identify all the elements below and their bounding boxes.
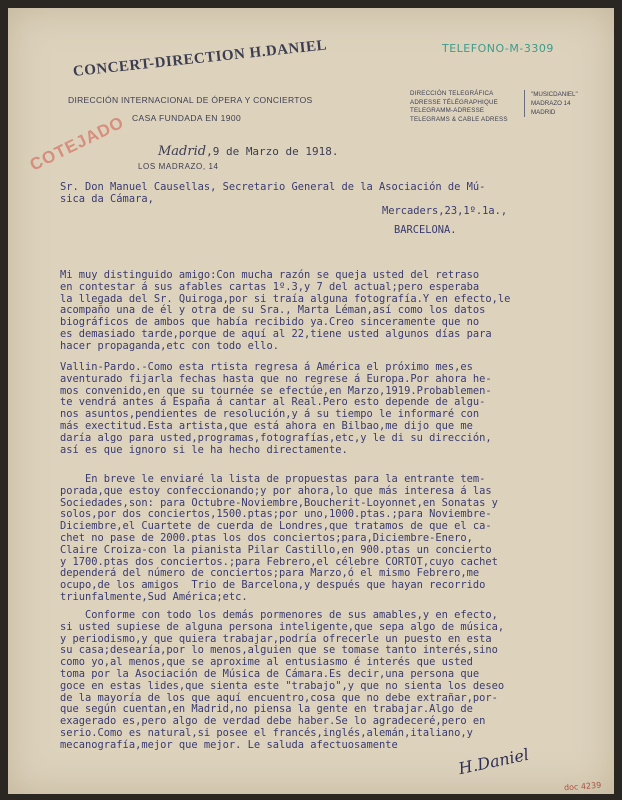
letterhead-address: LOS MADRAZO, 14 [138, 162, 219, 171]
recipient-line: sica da Cámara, [60, 192, 154, 205]
date-city: Madrid [158, 144, 207, 159]
telegraph-box [524, 90, 607, 117]
letter-line: chet no pase de 2000.ptas los dos conciertos;para,Diciembre-Enero, [60, 531, 473, 544]
signature: H.Daniel [456, 744, 531, 779]
letter-line: Vallin-Pardo.-Como esta rtista regresa á América el próximo mes,es [60, 361, 473, 373]
letter-line: su casa;desearía,por lo menos,alguien que se tomase tanto interés,sino [60, 644, 498, 657]
letter-line: Claire Croiza-con la pianista Pilar Castillo,en 900.ptas un concierto [60, 543, 492, 556]
letter-line: mecanografía,mejor que mejor. Le saluda afectuosamente [60, 738, 398, 751]
date-text: ,9 de Marzo de 1918. [206, 145, 339, 158]
recipient-city: BARCELONA. [394, 224, 457, 237]
telephone-stamp: TELEFONO-M-3309 [442, 42, 554, 55]
letter-line: toma por la Asociación de Música de Cámara.Es decir,una persona que [60, 667, 480, 680]
letter-line: exagerado es,pero algo de verdad debe haber.Se lo agradeceré,pero en [60, 715, 486, 728]
letter-line: y 1700.ptas dos conciertos.;para Febrero,el célebre CORTOT,cuyo cachet [60, 555, 498, 568]
cotejado-stamp: COTEJADO [26, 112, 128, 175]
letter-line: si usted supiese de alguna persona inteligente,que sepa algo de música, [60, 620, 505, 633]
paragraph-job-offer [60, 610, 592, 752]
recipient-line: Sr. Don Manuel Causellas, Secretario General de la Asociación de Mú- [60, 181, 486, 193]
letter-line: mos convenido,en que su tournée se efectúe,en Marzo,1919.Probablemen- [60, 384, 492, 397]
letter-line: como yo,al menos,que se aproxime al entusiasmo é interés que usted [60, 656, 473, 669]
paragraph-greeting [60, 270, 592, 353]
archive-mark: doc 4239 [563, 780, 602, 793]
paragraph-season-proposals [60, 474, 592, 604]
letter-line: aventurado fijarla fechas hasta que no regrese á Europa.Por ahora he- [60, 372, 492, 385]
letter-line: es demasiado tarde,porque de aquí al 22,tiene usted algunos días para [60, 327, 492, 340]
telegraph-box-line: MADRAZO 14 [531, 100, 571, 107]
recipient-block [60, 182, 592, 237]
telegraph-label: TELEGRAMM-ADRESSE [410, 107, 485, 115]
telegraph-box-line: MADRID [531, 109, 556, 116]
letter-line: goce en estas lides,que sienta este "trabajo",y que no sienta los deseo [60, 679, 505, 692]
letter-line: Diciembre,el Cuartete de cuerda de Londres,que tratamos de que el ca- [60, 520, 492, 533]
telegraph-labels [410, 90, 508, 124]
letter-line: acompaño una de él y otra de su Sra., Marta Léman,así como los datos [60, 304, 486, 317]
letter-line: así es que ignoro si le ha hecho directamente. [60, 443, 348, 456]
letter-line: biográficos de ambos que había recibido ya.Creo sinceramente que no [60, 316, 480, 329]
letterhead [52, 37, 352, 123]
letter-line: solos,por dos conciertos,1500.ptas;por uno,1000.ptas.;para Noviembre- [60, 508, 492, 521]
letter-line: Mi muy distinguido amigo:Con mucha razón se queja usted del retraso [60, 269, 480, 281]
letter-line: te vendrá antes á España á cantar al Real.Pero esto depende de algu- [60, 396, 486, 409]
letter-line: hacer propaganda,etc con todo ello. [60, 339, 279, 352]
letter-line: Sociedades,son: para Octubre-Noviembre,Boucherit-Loyonnet,en Sonatas y [60, 496, 498, 509]
letter-line: daría algo para usted,programas,fotografías,etc,y le di su dirección, [60, 431, 492, 444]
letter-line: porada,que estoy confeccionando;y por ahora,lo que más interesa á las [60, 484, 492, 497]
letter-sheet [8, 8, 614, 794]
brand-name: CONCERT-DIRECTION H.DANIEL [72, 37, 328, 81]
letterhead-subtitle: DIRECCIÓN INTERNACIONAL DE ÓPERA Y CONCIERTOS [68, 95, 313, 105]
letter-line: más exectitud.Esta artista,que está ahora en Bilbao,me dijo que me [60, 419, 473, 432]
letter-line: En breve le enviaré la lista de propuestas para la entrante tem- [60, 473, 486, 485]
letter-line: serio.Como es natural,si posee el francés,inglés,alemán,italiano,y [60, 726, 473, 739]
letterhead-founded: CASA FUNDADA EN 1900 [132, 113, 242, 123]
telegraph-label: TELEGRAMS & CABLE ADRESS [410, 115, 508, 123]
letter-line: triunfalmente,Sud América;etc. [60, 590, 248, 603]
letter-line: que según cuentan,en Madrid,no piensa la gente en trabajar.Algo de [60, 703, 473, 716]
telegraph-box-line: "MUSICDANIEL" [531, 91, 578, 98]
letter-line: ocupo,de los amigos Trio de Barcelona,y después que hayan recorrido [60, 579, 486, 592]
letter-line: y periodismo,y que quiera trabajar,podría ofrecerle un puesto en esta [60, 632, 492, 645]
telegraph-label: ADRESSE TÉLÉGRAPHIQUE [410, 98, 498, 106]
letter-line: nos asuntos,pendientes de resolución,y á su tiempo le informaré con [60, 408, 480, 421]
letter-line: en contestar á sus afables cartas 1º.3,y 7 del actual;pero esperaba [60, 280, 480, 293]
letter-line: dependerá del número de conciertos;para Marzo,ó el mismo Febrero,me [60, 567, 480, 580]
recipient-street: Mercaders,23,1º.1a., [382, 204, 508, 217]
letter-line: la llegada del Sr. Quiroga,por si traía alguna fotografía.Y en efecto,le [60, 292, 511, 305]
telegraph-label: DIRECCIÓN TELEGRÁFICA [410, 90, 494, 97]
letter-line: Conforme con todo los demás pormenores de sus amables,y en efecto, [60, 609, 498, 621]
dateline [158, 144, 339, 159]
paragraph-vallin-pardo [60, 362, 592, 456]
letter-line: de la mayoría de los que aquí encuentro,cosa que no debe extrañar,por- [60, 691, 498, 704]
